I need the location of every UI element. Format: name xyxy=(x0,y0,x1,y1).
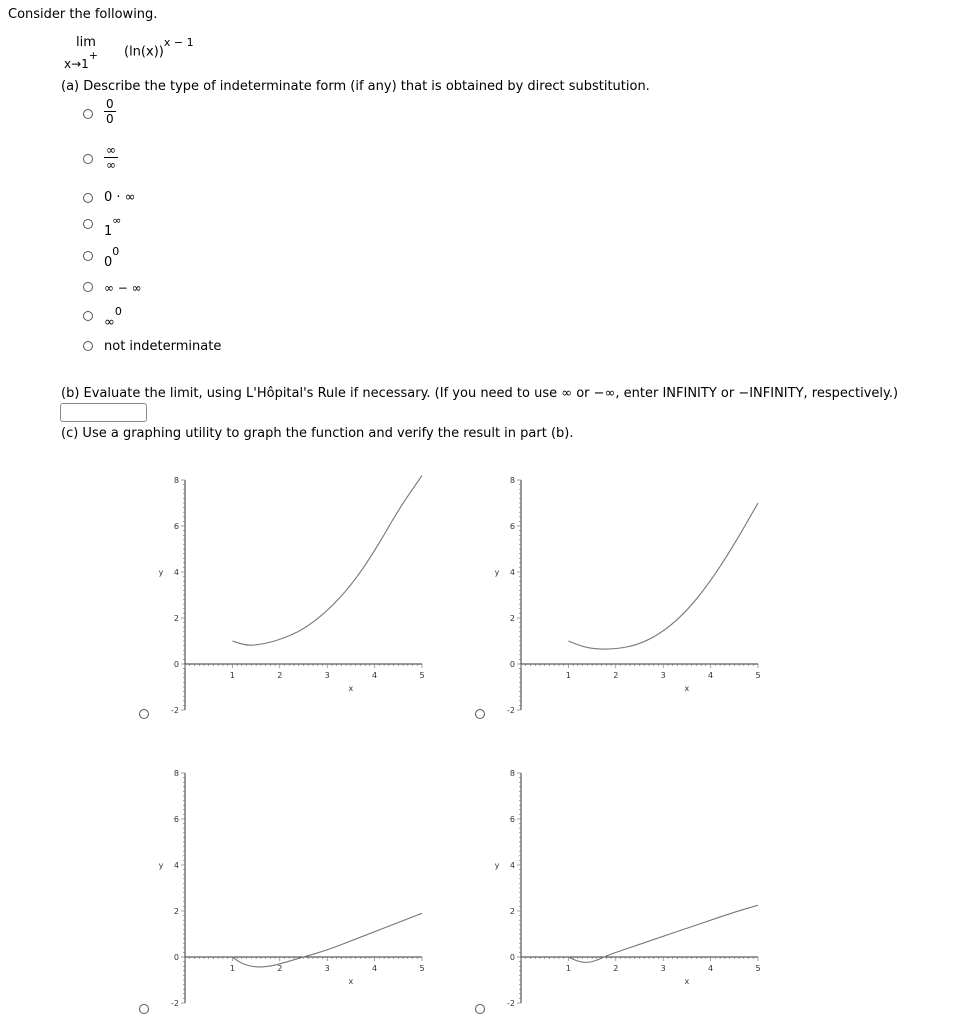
option-radio-zero-times-inf[interactable] xyxy=(83,193,93,203)
x-tick-label: 4 xyxy=(372,671,378,680)
y-tick-label: 0 xyxy=(173,953,179,962)
option-radio-inf-over-inf[interactable] xyxy=(83,154,93,164)
intro-text: Consider the following. xyxy=(8,7,158,22)
graph-option-3 xyxy=(150,763,440,1018)
y-tick-label: 2 xyxy=(509,614,515,623)
x-tick-label: 3 xyxy=(660,671,666,680)
x-tick-label: 2 xyxy=(277,671,283,680)
y-tick-label: 4 xyxy=(509,861,515,870)
series-line xyxy=(232,475,422,645)
option-zero-times-inf: 0 · ∞ xyxy=(104,190,136,205)
graph-radio-2[interactable] xyxy=(475,709,485,719)
limit-exp: x − 1 xyxy=(163,36,194,49)
graph-radio-3[interactable] xyxy=(139,1004,149,1014)
option-4-base: 0 xyxy=(104,255,113,271)
x-axis-label: x xyxy=(348,684,354,693)
option-zero-pow-zero xyxy=(104,245,120,271)
y-tick-label: 2 xyxy=(173,907,179,916)
x-axis-label: x xyxy=(684,977,690,986)
y-tick-label: 8 xyxy=(509,769,515,778)
option-radio-one-pow-inf[interactable] xyxy=(83,219,93,229)
part-c-prompt: (c) Use a graphing utility to graph the function and verify the result in part (b). xyxy=(61,426,574,441)
option-3-exp: ∞ xyxy=(112,214,122,227)
x-axis-label: x xyxy=(684,684,690,693)
x-tick-label: 2 xyxy=(613,964,619,973)
y-axis-label: y xyxy=(494,568,500,577)
option-1-num: ∞ xyxy=(106,143,116,157)
option-radio-inf-pow-zero[interactable] xyxy=(83,311,93,321)
y-tick-label: 4 xyxy=(173,568,179,577)
x-tick-label: 4 xyxy=(708,964,714,973)
x-tick-label: 2 xyxy=(277,964,283,973)
y-tick-label: 6 xyxy=(509,815,515,824)
x-tick-label: 5 xyxy=(755,671,761,680)
x-tick-label: 2 xyxy=(613,671,619,680)
y-axis-label: y xyxy=(158,568,164,577)
option-4-exp: 0 xyxy=(112,245,120,258)
y-tick-label: -2 xyxy=(171,999,179,1008)
y-tick-label: 6 xyxy=(173,522,179,531)
option-0-den: 0 xyxy=(106,112,114,126)
limit-subscript xyxy=(64,49,99,71)
y-axis-label: y xyxy=(158,861,164,870)
x-tick-label: 1 xyxy=(229,671,235,680)
option-inf-pow-zero xyxy=(104,305,122,331)
option-inf-over-inf xyxy=(104,143,118,172)
option-inf-minus-inf: ∞ − ∞ xyxy=(104,281,142,295)
limit-sub-sup: + xyxy=(88,49,99,62)
y-tick-label: -2 xyxy=(507,999,515,1008)
limit-sub: x→1 xyxy=(64,57,89,71)
graph-option-4 xyxy=(486,763,776,1018)
y-tick-label: 0 xyxy=(509,660,515,669)
option-one-pow-inf xyxy=(104,214,122,240)
y-tick-label: 8 xyxy=(173,769,179,778)
x-tick-label: 1 xyxy=(229,964,235,973)
answer-input[interactable] xyxy=(60,403,147,422)
limit-expr: (ln(x)) xyxy=(124,44,164,60)
y-tick-label: 0 xyxy=(509,953,515,962)
y-tick-label: 4 xyxy=(509,568,515,577)
graph-radio-1[interactable] xyxy=(139,709,149,719)
y-tick-label: 8 xyxy=(173,476,179,485)
x-tick-label: 5 xyxy=(419,964,425,973)
x-tick-label: 5 xyxy=(755,964,761,973)
x-tick-label: 1 xyxy=(565,671,571,680)
y-tick-label: 6 xyxy=(509,522,515,531)
part-a-prompt: (a) Describe the type of indeterminate form (if any) that is obtained by direct substitution. xyxy=(61,79,650,94)
option-0-over-0 xyxy=(104,97,116,126)
option-radio-zero-pow-zero[interactable] xyxy=(83,251,93,261)
y-tick-label: 2 xyxy=(173,614,179,623)
series-line xyxy=(568,905,758,962)
x-tick-label: 3 xyxy=(660,964,666,973)
x-tick-label: 5 xyxy=(419,671,425,680)
option-radio-0-over-0[interactable] xyxy=(83,109,93,119)
option-radio-not-indeterminate[interactable] xyxy=(83,341,93,351)
y-axis-label: y xyxy=(494,861,500,870)
x-tick-label: 3 xyxy=(324,964,330,973)
y-tick-label: 0 xyxy=(173,660,179,669)
x-axis-label: x xyxy=(348,977,354,986)
option-1-den: ∞ xyxy=(106,158,116,172)
limit-lim: lim xyxy=(76,35,96,50)
option-not-indeterminate: not indeterminate xyxy=(104,339,222,354)
limit-expression xyxy=(124,36,194,60)
part-b-prompt: (b) Evaluate the limit, using L'Hôpital's Rule if necessary. (If you need to use ∞ or −∞, enter INFINITY or −INFINITY, respectively.) xyxy=(61,386,899,401)
option-6-base: ∞ xyxy=(104,315,115,331)
series-line xyxy=(568,503,758,649)
graph-option-1 xyxy=(150,470,440,720)
y-tick-label: -2 xyxy=(171,706,179,715)
x-tick-label: 4 xyxy=(372,964,378,973)
y-tick-label: 2 xyxy=(509,907,515,916)
x-tick-label: 4 xyxy=(708,671,714,680)
x-tick-label: 1 xyxy=(565,964,571,973)
y-tick-label: 6 xyxy=(173,815,179,824)
option-radio-inf-minus-inf[interactable] xyxy=(83,282,93,292)
graph-option-2 xyxy=(486,470,776,720)
graph-radio-4[interactable] xyxy=(475,1004,485,1014)
y-tick-label: -2 xyxy=(507,706,515,715)
option-6-exp: 0 xyxy=(114,305,122,318)
y-tick-label: 4 xyxy=(173,861,179,870)
option-3-base: 1 xyxy=(104,224,113,240)
y-tick-label: 8 xyxy=(509,476,515,485)
x-tick-label: 3 xyxy=(324,671,330,680)
option-0-num: 0 xyxy=(106,97,114,111)
